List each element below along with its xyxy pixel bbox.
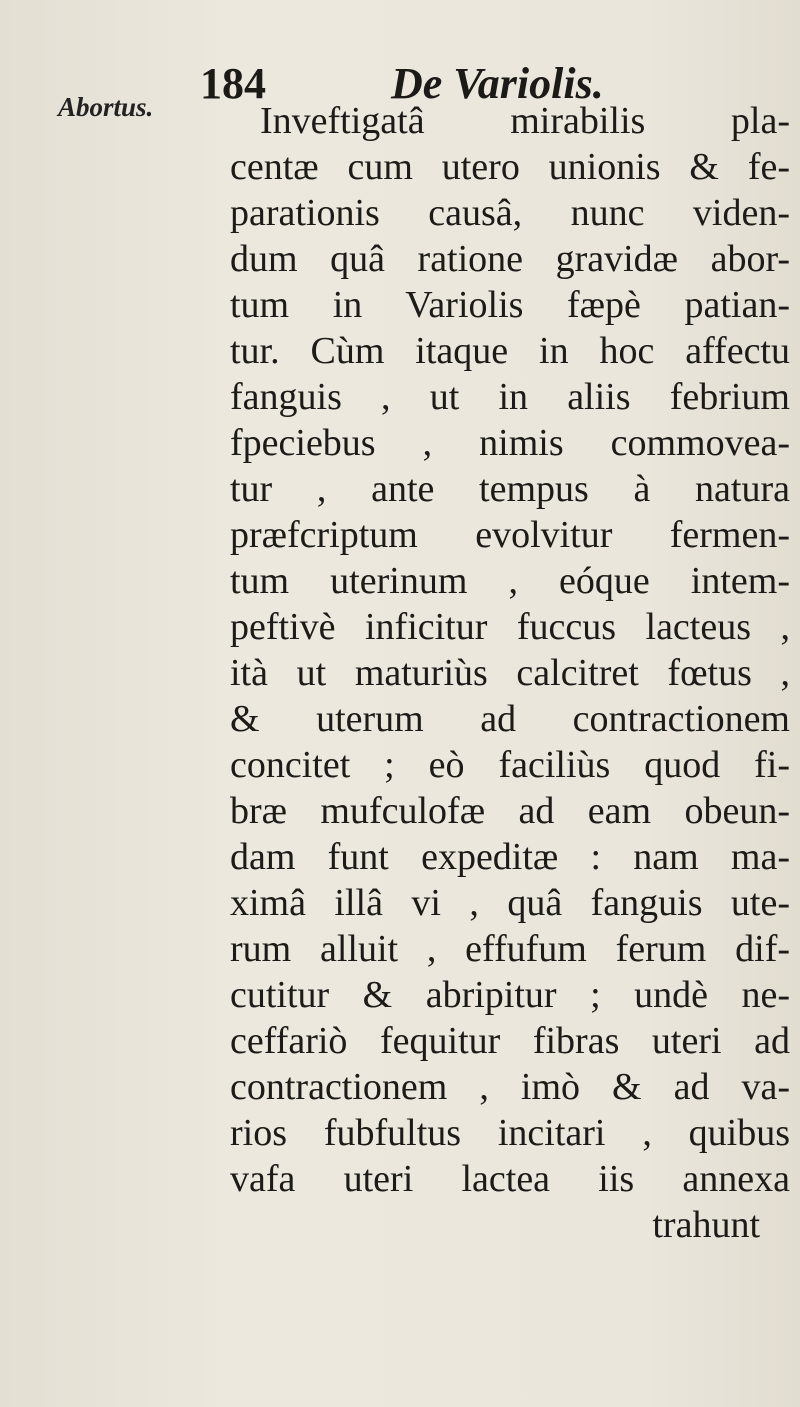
text-line: tur. Cùm itaque in hoc affectu — [230, 330, 790, 372]
catchword: trahunt — [652, 1204, 760, 1246]
text-line: concitet ; eò faciliùs quod fi- — [230, 744, 790, 786]
text-line: vafa uteri lactea iis annexa — [230, 1158, 790, 1200]
text-line: dam funt expeditæ : nam ma- — [230, 836, 790, 878]
text-line: & uterum ad contractionem — [230, 698, 790, 740]
body-text — [230, 98, 790, 1248]
text-line: ità ut maturiùs calcitret fœtus , — [230, 652, 790, 694]
text-line: ceffariò fequitur fibras uteri ad — [230, 1020, 790, 1062]
page-number: 184 — [200, 59, 266, 108]
text-line: rios fubfultus incitari , quibus — [230, 1112, 790, 1154]
running-title: De Variolis. — [391, 59, 604, 108]
text-line: parationis causâ, nunc viden- — [230, 192, 790, 234]
text-line: fpeciebus , nimis commovea- — [230, 422, 790, 464]
text-line: cutitur & abripitur ; undè ne- — [230, 974, 790, 1016]
text-line: tum uterinum , eóque intem- — [230, 560, 790, 602]
margin-note: Abortus. — [58, 92, 154, 122]
text-line: centæ cum utero unionis & fe- — [230, 146, 790, 188]
text-line: bræ mufculofæ ad eam obeun- — [230, 790, 790, 832]
text-line: rum alluit , effufum ferum dif- — [230, 928, 790, 970]
text-line: Inveftigatâ mirabilis pla- — [260, 100, 790, 142]
text-line: tur , ante tempus à natura — [230, 468, 790, 510]
text-line: præfcriptum evolvitur fermen- — [230, 514, 790, 556]
text-line: peftivè inficitur fuccus lacteus , — [230, 606, 790, 648]
text-line: ximâ illâ vi , quâ fanguis ute- — [230, 882, 790, 924]
text-line: dum quâ ratione gravidæ abor- — [230, 238, 790, 280]
text-line: fanguis , ut in aliis febrium — [230, 376, 790, 418]
text-line: tum in Variolis fæpè patian- — [230, 284, 790, 326]
text-line: contractionem , imò & ad va- — [230, 1066, 790, 1108]
